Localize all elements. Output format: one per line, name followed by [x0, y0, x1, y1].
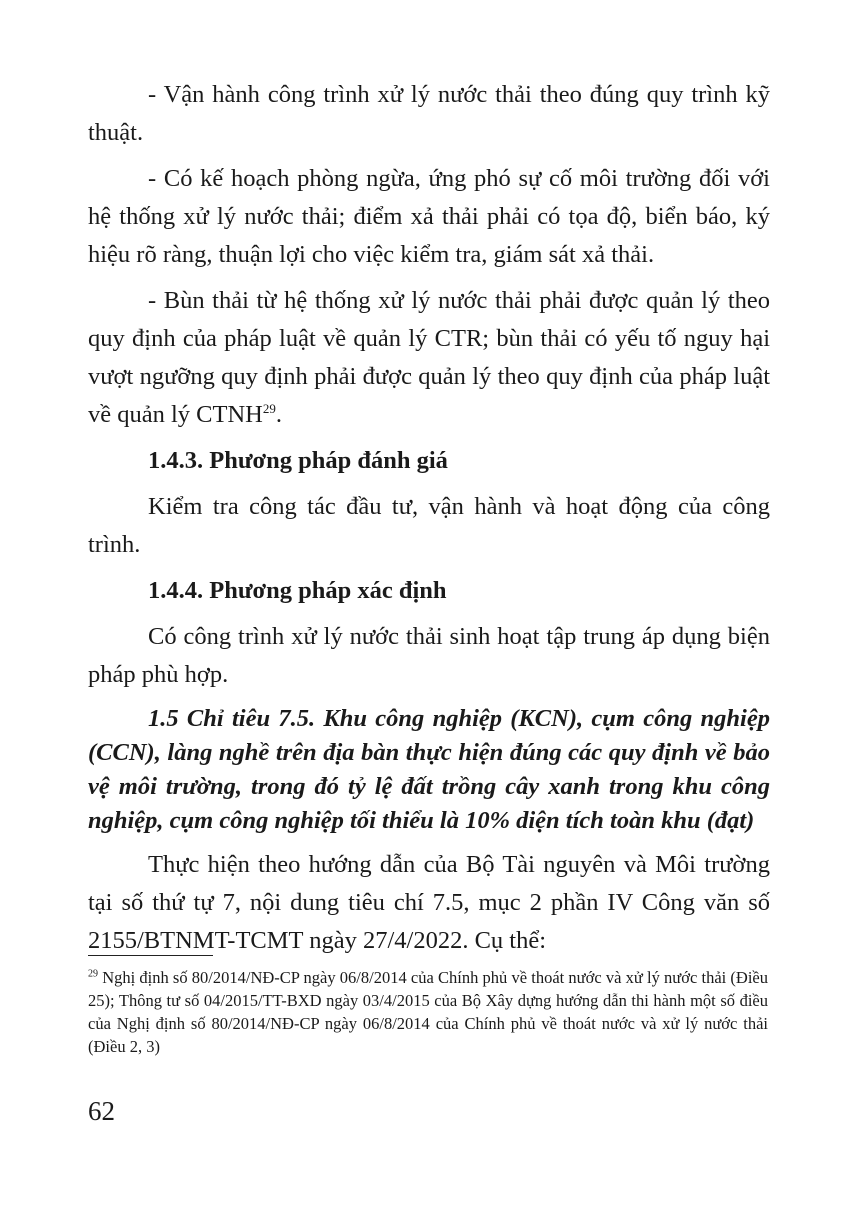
paragraph-determination: Có công trình xử lý nước thải sinh hoạt tập trung áp dụng biện pháp phù hợp.: [88, 623, 770, 688]
heading-determination-method: 1.4.4. Phương pháp xác định: [148, 577, 447, 604]
sludge-text: - Bùn thải từ hệ thống xử lý nước thải phải được quản lý theo quy định của pháp luật về quản lý CTR; bùn thải có yếu tố nguy hại vượt ngưỡng quy định phải được quản lý theo quy định của pháp luật về quản lý CTNH: [88, 287, 770, 428]
paragraph-wastewater-operation: - Vận hành công trình xử lý nước thải theo đúng quy trình kỹ thuật.: [88, 81, 770, 146]
footnote-divider: [88, 955, 213, 956]
paragraph-incident-plan: - Có kế hoạch phòng ngừa, ứng phó sự cố môi trường đối với hệ thống xử lý nước thải; điểm xả thải phải có tọa độ, biển báo, ký hiệu rõ ràng, thuận lợi cho việc kiểm tra, giám sát xả thải.: [88, 165, 770, 268]
page-number: 62: [88, 1096, 115, 1126]
criterion-7-5-heading: 1.5 Chỉ tiêu 7.5. Khu công nghiệp (KCN), cụm công nghiệp (CCN), làng nghề trên địa bàn thực hiện đúng các quy định về bảo vệ môi trường, trong đó tỷ lệ đất trồng cây xanh trong khu công nghiệp, cụm công nghiệp tối thiểu là 10% diện tích toàn khu (đạt): [88, 705, 770, 834]
heading-evaluation-method: 1.4.3. Phương pháp đánh giá: [148, 447, 448, 474]
footnote-number: 29: [88, 968, 98, 980]
footnote: [88, 966, 768, 1058]
paragraph-evaluation: Kiểm tra công tác đầu tư, vận hành và hoạt động của công trình.: [88, 493, 770, 558]
sludge-text-end: .: [275, 401, 282, 428]
footnote-text: Nghị định số 80/2014/NĐ-CP ngày 06/8/2014 của Chính phủ về thoát nước và xử lý nước thải (Điều 25); Thông tư số 04/2015/TT-BXD ngày 03/4/2015 của Bộ Xây dựng hướng dẫn thi hành một số điều của Nghị định số 80/2014/NĐ-CP ngày 06/8/2014 của Chính phủ về thoát nước và xử lý nước thải (Điều 2, 3): [88, 968, 768, 1056]
paragraph-sludge-management: [88, 282, 770, 434]
paragraph-guidance: Thực hiện theo hướng dẫn của Bộ Tài nguyên và Môi trường tại số thứ tự 7, nội dung tiêu chí 7.5, mục 2 phần IV Công văn số 2155/BTNMT-TCMT ngày 27/4/2022. Cụ thể:: [88, 851, 770, 954]
body-text: [88, 76, 770, 968]
footnote-reference[interactable]: 29: [262, 400, 276, 416]
